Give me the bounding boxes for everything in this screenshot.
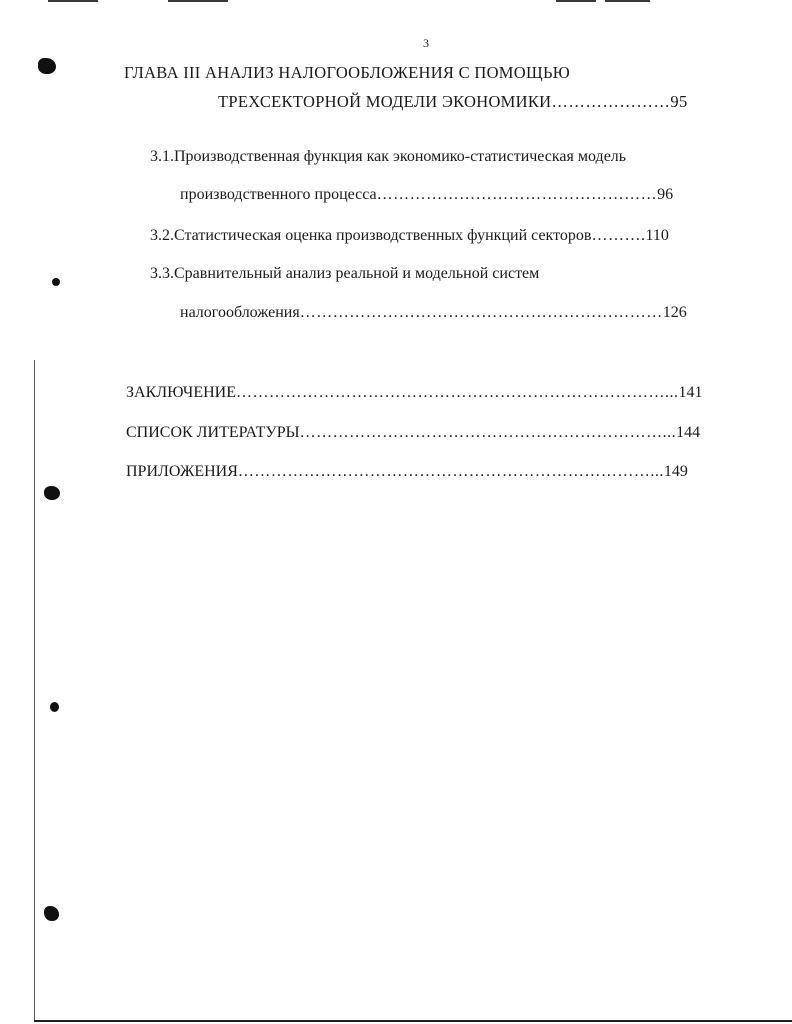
leader-dots: ………………… — [551, 92, 671, 111]
toc-chapter-title-line1 — [124, 63, 570, 83]
section-title: 3.3.Сравнительный анализ реальной и модельной систем — [150, 265, 540, 282]
toc-section-3-1-line1 — [150, 147, 626, 167]
section-title: 3.1.Производственная функция как экономико-статистическая модель — [150, 148, 627, 165]
binding-blot-5 — [44, 906, 59, 921]
toc-chapter-title-line2 — [218, 92, 688, 112]
page-ref: 141 — [678, 384, 703, 401]
scan-artifact-top-3 — [556, 0, 596, 2]
toc-conclusion — [126, 383, 702, 403]
chapter-title: ГЛАВА III АНАЛИЗ НАЛОГООБЛОЖЕНИЯ С ПОМОЩЬЮ — [124, 63, 570, 82]
toc-appendices — [126, 462, 688, 482]
section-title-cont: производственного процесса — [180, 186, 377, 203]
entry-title: СПИСОК ЛИТЕРАТУРЫ — [126, 424, 300, 441]
binding-blot-3 — [44, 486, 60, 500]
scan-artifact-top-1 — [48, 0, 98, 2]
page-ref: 95 — [670, 92, 688, 111]
entry-title: ЗАКЛЮЧЕНИЕ — [126, 384, 236, 401]
toc-section-3-3-line1 — [150, 264, 539, 284]
binding-blot-4 — [50, 702, 59, 712]
leader-dots: ………………………………………………………… — [299, 304, 663, 321]
bottom-margin-line — [34, 1020, 792, 1022]
chapter-subtitle: ТРЕХСЕКТОРНОЙ МОДЕЛИ ЭКОНОМИКИ — [218, 92, 552, 111]
page-ref: 126 — [662, 304, 687, 321]
left-margin-line — [34, 360, 35, 1020]
section-title: 3.2.Статистическая оценка производственных функций секторов — [150, 227, 592, 244]
scan-artifact-top-4 — [605, 0, 650, 2]
binding-blot-1 — [38, 58, 56, 74]
scan-artifact-top-2 — [168, 0, 228, 2]
leader-dots: ……………………………………………………………………... — [235, 384, 679, 401]
toc-section-3-1-line2 — [180, 185, 673, 205]
section-title-cont: налогообложения — [180, 304, 300, 321]
page-ref: 144 — [676, 424, 701, 441]
page-ref: 149 — [663, 463, 688, 480]
entry-title: ПРИЛОЖЕНИЯ — [126, 463, 238, 480]
leader-dots: …………………………………………………………... — [299, 424, 677, 441]
toc-bibliography — [126, 423, 700, 443]
page-ref: 96 — [657, 186, 674, 203]
toc-section-3-2 — [150, 226, 669, 246]
page-number: 3 — [423, 36, 429, 50]
leader-dots: …………………………………………… — [376, 186, 658, 203]
binding-blot-2 — [52, 278, 60, 286]
page-ref: 110 — [645, 227, 669, 244]
toc-section-3-3-line2 — [180, 303, 687, 323]
leader-dots: ………. — [591, 227, 646, 244]
leader-dots: …………………………………………………………………... — [237, 463, 664, 480]
